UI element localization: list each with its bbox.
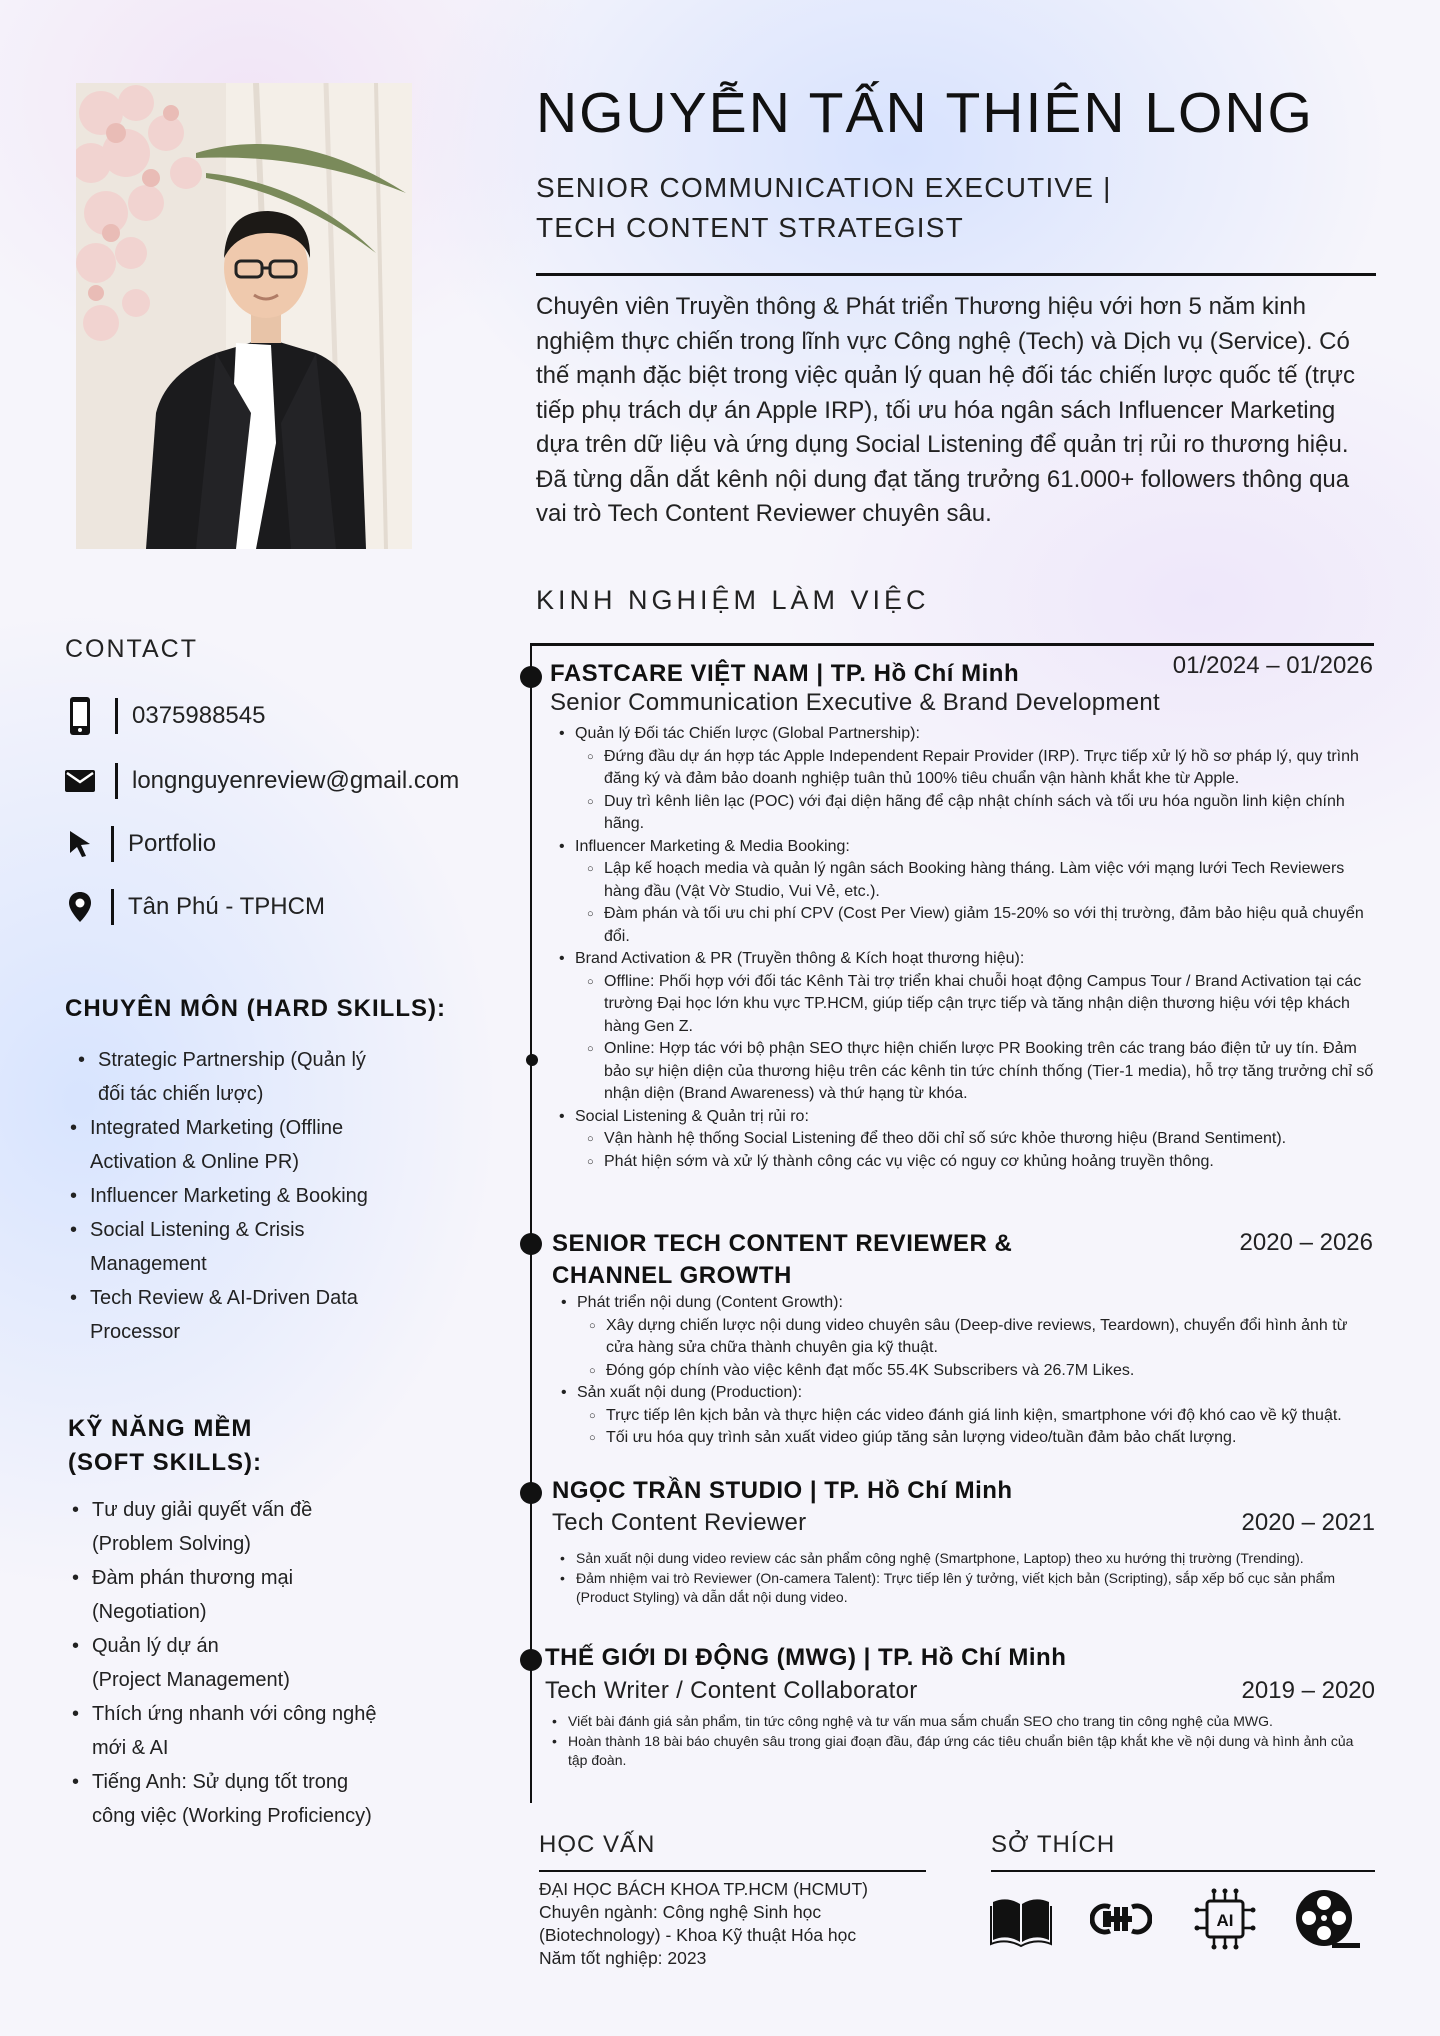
job-company: SENIOR TECH CONTENT REVIEWER & CHANNEL GROWTH — [552, 1230, 1013, 1289]
detail-item: ○ Offline: Phối hợp với đối tác Kênh Tài trợ triển khai chuỗi hoạt động Campus Tour / Brand Activation tại các trường Đại học lớn khu vực TP.HCM, giúp tiếp cận trực tiếp và tăng nhận diện thương hiệu với tệp khách hàng Gen Z. — [587, 971, 1377, 1039]
mail-icon — [65, 761, 95, 801]
timeline-small-dot — [526, 1054, 538, 1066]
education-faculty: (Biotechnology) - Khoa Kỹ thuật Hóa học — [539, 1925, 857, 1945]
education-details — [539, 1878, 959, 1970]
hobbies-divider — [991, 1870, 1375, 1872]
job-details — [559, 1292, 1375, 1450]
hard-skill-item: • Tech Review & AI-Driven Data Processor — [66, 1281, 434, 1349]
contact-phone-row — [65, 694, 265, 738]
job-details — [550, 1712, 1376, 1771]
graduation-year: Năm tốt nghiệp: 2023 — [539, 1948, 707, 1968]
soft-skills-title: KỸ NĂNG MỀM (SOFT SKILLS): — [68, 1415, 262, 1476]
phone-icon — [65, 696, 95, 736]
detail-group: • Brand Activation & PR (Truyền thông & Kích hoạt thương hiệu): ○ Offline: Phối hợp với đối tác Kênh Tài trợ triển khai chuỗi hoạt động Campus Tour / Brand Activation tại các trường Đại học lớn khu vực TP.HCM, giúp tiếp cận trực tiếp và tăng nhận diện thương hiệu với tệp khách hàng Gen Z. ○ Online: Hợp tác với bộ phận SEO thực hiện chiến lược PR Booking trên các trang báo điện tử uy tín. Đảm bảo sự hiện diện của thương hiệu trên các kênh tin tức chính thống (Tier-1 media), hỗ trợ tăng trưởng chỉ số nhận diện (Brand Awareness) và thứ hạng từ khóa. — [557, 948, 1377, 1106]
detail-group: • Social Listening & Quản trị rủi ro: ○ Vận hành hệ thống Social Listening để theo dõi chỉ số sức khỏe thương hiệu (Brand Sentiment). ○ Phát hiện sớm và xử lý thành công các vụ việc có nguy cơ khủng hoảng truyền thông. — [557, 1106, 1377, 1174]
job-date: 2020 – 2021 — [1241, 1509, 1375, 1536]
school-name: ĐẠI HỌC BÁCH KHOA TP.HCM (HCMUT) — [539, 1879, 868, 1899]
ai-chip-icon — [1192, 1886, 1254, 1948]
timeline-line — [530, 645, 532, 1803]
job-headline — [536, 168, 1112, 248]
detail-group: • Phát triển nội dung (Content Growth): ○ Xây dựng chiến lược nội dung video chuyên sâu (Deep-dive reviews, Teardown), chuyển đổi hình ảnh từ cửa hàng sửa chữa thành chuyên gia kỹ thuật. ○ Đóng góp chính vào việc kênh đạt mốc 55.4K Subscribers và 26.7M Likes. — [559, 1292, 1375, 1382]
hard-skill-item: • Strategic Partnership (Quản lý đối tác chiến lược) — [74, 1043, 434, 1111]
hard-skills-list — [74, 1043, 434, 1349]
contact-separator — [111, 826, 114, 862]
contact-email-row — [65, 759, 459, 803]
education-major: Chuyên ngành: Công nghệ Sinh học — [539, 1902, 822, 1922]
job-headline-line-2: TECH CONTENT STRATEGIST — [536, 212, 964, 243]
experience-divider — [530, 643, 1374, 646]
detail-item: • Hoàn thành 18 bài báo chuyên sâu trong giai đoạn đầu, đáp ứng các tiêu chuẩn biên tập khắt khe về nội dung và hình ảnh của tập đoàn. — [550, 1732, 1376, 1771]
timeline-dot — [520, 1233, 542, 1255]
soft-skill-item: • Tư duy giải quyết vấn đề (Problem Solving) — [68, 1493, 438, 1561]
detail-item: ○ Xây dựng chiến lược nội dung video chuyên sâu (Deep-dive reviews, Teardown), chuyển đổi hình ảnh từ cửa hàng sửa chữa thành chuyên gia kỹ thuật. — [589, 1315, 1375, 1360]
timeline-dot — [520, 666, 542, 688]
detail-group: • Sản xuất nội dung (Production): ○ Trực tiếp lên kịch bản và thực hiện các video đánh giá linh kiện, smartphone với độ khó cao về kỹ thuật. ○ Tối ưu hóa quy trình sản xuất video giúp tăng sản lượng video/tuần đảm bảo chất lượng. — [559, 1382, 1375, 1450]
detail-group: • Quản lý Đối tác Chiến lược (Global Partnership): ○ Đứng đầu dự án hợp tác Apple Independent Repair Provider (IRP). Trực tiếp xử lý hồ sơ pháp lý, quy trình đăng ký và đảm bảo doanh nghiệp tuân thủ 100% tiêu chuẩn vận hành khắt khe từ Apple. ○ Duy trì kênh liên lạc (POC) với đại diện hãng để cập nhật chính sách và tối ưu hóa nguồn linh kiện chính hãng. — [557, 723, 1377, 836]
detail-item: • Đảm nhiệm vai trò Reviewer (On-camera Talent): Trực tiếp lên ý tưởng, viết kịch bản (Scripting), sắp xếp bố cục sản phẩm (Product Styling) và dẫn dắt nội dung video. — [558, 1569, 1376, 1608]
job-date: 01/2024 – 01/2026 — [1172, 652, 1373, 679]
job-company: NGỌC TRẦN STUDIO | TP. Hồ Chí Minh — [552, 1477, 1013, 1504]
hard-skill-item: • Social Listening & Crisis Management — [66, 1213, 434, 1281]
education-title: HỌC VẤN — [539, 1831, 656, 1858]
location-pin-icon — [65, 887, 95, 927]
detail-group: • Influencer Marketing & Media Booking: ○ Lập kế hoạch media và quản lý ngân sách Booking hàng tháng. Làm việc với mạng lưới Tech Reviewers hàng đầu (Vật Vờ Studio, Vui Vẻ, etc.). ○ Đàm phán và tối ưu chi phí CPV (Cost Per View) giảm 15-20% so với thị trường, đảm bảo hiệu quả chuyển đổi. — [557, 836, 1377, 949]
job-role: Tech Writer / Content Collaborator — [545, 1677, 918, 1704]
job-company: THẾ GIỚI DI ĐỘNG (MWG) | TP. Hồ Chí Minh — [545, 1644, 1067, 1671]
timeline-dot — [520, 1649, 542, 1671]
detail-item: ○ Trực tiếp lên kịch bản và thực hiện các video đánh giá linh kiện, smartphone với độ khó cao về kỹ thuật. — [589, 1405, 1375, 1428]
timeline-dot — [520, 1482, 542, 1504]
job-headline-line-1: SENIOR COMMUNICATION EXECUTIVE | — [536, 172, 1112, 203]
detail-item: ○ Đóng góp chính vào việc kênh đạt mốc 55.4K Subscribers và 26.7M Likes. — [589, 1360, 1375, 1383]
detail-item: ○ Đứng đầu dự án hợp tác Apple Independent Repair Provider (IRP). Trực tiếp xử lý hồ sơ pháp lý, quy trình đăng ký và đảm bảo doanh nghiệp tuân thủ 100% tiêu chuẩn vận hành khắt khe từ Apple. — [587, 746, 1377, 791]
job-details — [557, 723, 1377, 1173]
profile-photo — [76, 83, 412, 549]
ai-chip-label: AI — [1216, 1911, 1234, 1930]
education-divider — [539, 1870, 926, 1872]
contact-separator — [115, 698, 118, 734]
soft-skill-item: • Tiếng Anh: Sử dụng tốt trong công việc (Working Proficiency) — [68, 1765, 438, 1833]
hard-skill-item: • Influencer Marketing & Booking — [66, 1179, 434, 1213]
hobbies-title: SỞ THÍCH — [991, 1831, 1116, 1858]
job-date: 2019 – 2020 — [1241, 1677, 1375, 1704]
detail-item: ○ Duy trì kênh liên lạc (POC) với đại diện hãng để cập nhật chính sách và tối ưu hóa nguồn linh kiện chính hãng. — [587, 791, 1377, 836]
detail-item: ○ Online: Hợp tác với bộ phận SEO thực hiện chiến lược PR Booking trên các trang báo điện tử uy tín. Đảm bảo sự hiện diện của thương hiệu trên các kênh tin tức chính thống (Tier-1 media), hỗ trợ tăng trưởng chỉ số nhận diện (Brand Awareness) và thứ hạng từ khóa. — [587, 1038, 1377, 1106]
profile-summary: Chuyên viên Truyền thông & Phát triển Thương hiệu với hơn 5 năm kinh nghiệm thực chiến trong lĩnh vực Công nghệ (Tech) và Dịch vụ (Service). Có thế mạnh đặc biệt trong việc quản lý quan hệ đối tác chiến lược quốc tế (trực tiếp phụ trách dự án Apple IRP), tối ưu hóa ngân sách Influencer Marketing dựa trên dữ liệu và ứng dụng Social Listening để quản trị rủi ro thương hiệu. Đã từng dẫn dắt kênh nội dung đạt tăng trưởng 61.000+ followers thông qua vai trò Tech Content Reviewer chuyên sâu. — [536, 293, 1355, 527]
contact-separator — [115, 763, 118, 799]
hard-skills-title: CHUYÊN MÔN (HARD SKILLS): — [65, 995, 446, 1022]
gym-icon — [1090, 1888, 1152, 1950]
job-role: Senior Communication Executive & Brand Development — [550, 689, 1160, 716]
experience-title: KINH NGHIỆM LÀM VIỆC — [536, 585, 930, 615]
soft-skill-item: • Thích ứng nhanh với công nghệ mới & AI — [68, 1697, 438, 1765]
film-reel-icon — [1294, 1888, 1356, 1950]
detail-item: ○ Tối ưu hóa quy trình sản xuất video giúp tăng sản lượng video/tuần đảm bảo chất lượng. — [589, 1427, 1375, 1450]
detail-item: ○ Lập kế hoạch media và quản lý ngân sách Booking hàng tháng. Làm việc với mạng lưới Tech Reviewers hàng đầu (Vật Vờ Studio, Vui Vẻ, etc.). — [587, 858, 1377, 903]
phone-number[interactable]: 0375988545 — [132, 702, 266, 729]
header-divider — [536, 273, 1376, 276]
detail-item: ○ Phát hiện sớm và xử lý thành công các vụ việc có nguy cơ khủng hoảng truyền thông. — [587, 1151, 1377, 1174]
contact-separator — [111, 889, 114, 925]
job-role: Tech Content Reviewer — [552, 1509, 807, 1536]
job-date: 2020 – 2026 — [1239, 1229, 1373, 1256]
detail-item: • Viết bài đánh giá sản phẩm, tin tức công nghệ và tư vấn mua sắm chuẩn SEO cho trang tin công nghệ của MWG. — [550, 1712, 1376, 1732]
job-company: FASTCARE VIỆT NAM | TP. Hồ Chí Minh — [550, 660, 1020, 687]
candidate-name: NGUYỄN TẤN THIÊN LONG — [536, 81, 1314, 145]
email-address[interactable]: longnguyenreview@gmail.com — [132, 767, 460, 794]
contact-location-row — [65, 885, 325, 929]
job-details — [558, 1549, 1376, 1608]
detail-item: ○ Đàm phán và tối ưu chi phí CPV (Cost Per View) giảm 15-20% so với thị trường, đảm bảo hiệu quả chuyển đổi. — [587, 903, 1377, 948]
contact-title: CONTACT — [65, 635, 198, 663]
detail-item: • Sản xuất nội dung video review các sản phẩm công nghệ (Smartphone, Laptop) theo xu hướng thị trường (Trending). — [558, 1549, 1376, 1569]
soft-skill-item: • Quản lý dự án (Project Management) — [68, 1629, 438, 1697]
contact-portfolio-row — [65, 822, 216, 866]
detail-item: ○ Vận hành hệ thống Social Listening để theo dõi chỉ số sức khỏe thương hiệu (Brand Sentiment). — [587, 1128, 1377, 1151]
hard-skill-item: • Integrated Marketing (Offline Activation & Online PR) — [66, 1111, 434, 1179]
soft-skill-item: • Đàm phán thương mại (Negotiation) — [68, 1561, 438, 1629]
book-icon — [990, 1888, 1052, 1950]
cursor-pointer-icon — [65, 824, 95, 864]
portfolio-link[interactable]: Portfolio — [128, 830, 217, 857]
soft-skills-list — [68, 1493, 438, 1833]
location-text: Tân Phú - TPHCM — [128, 893, 325, 920]
